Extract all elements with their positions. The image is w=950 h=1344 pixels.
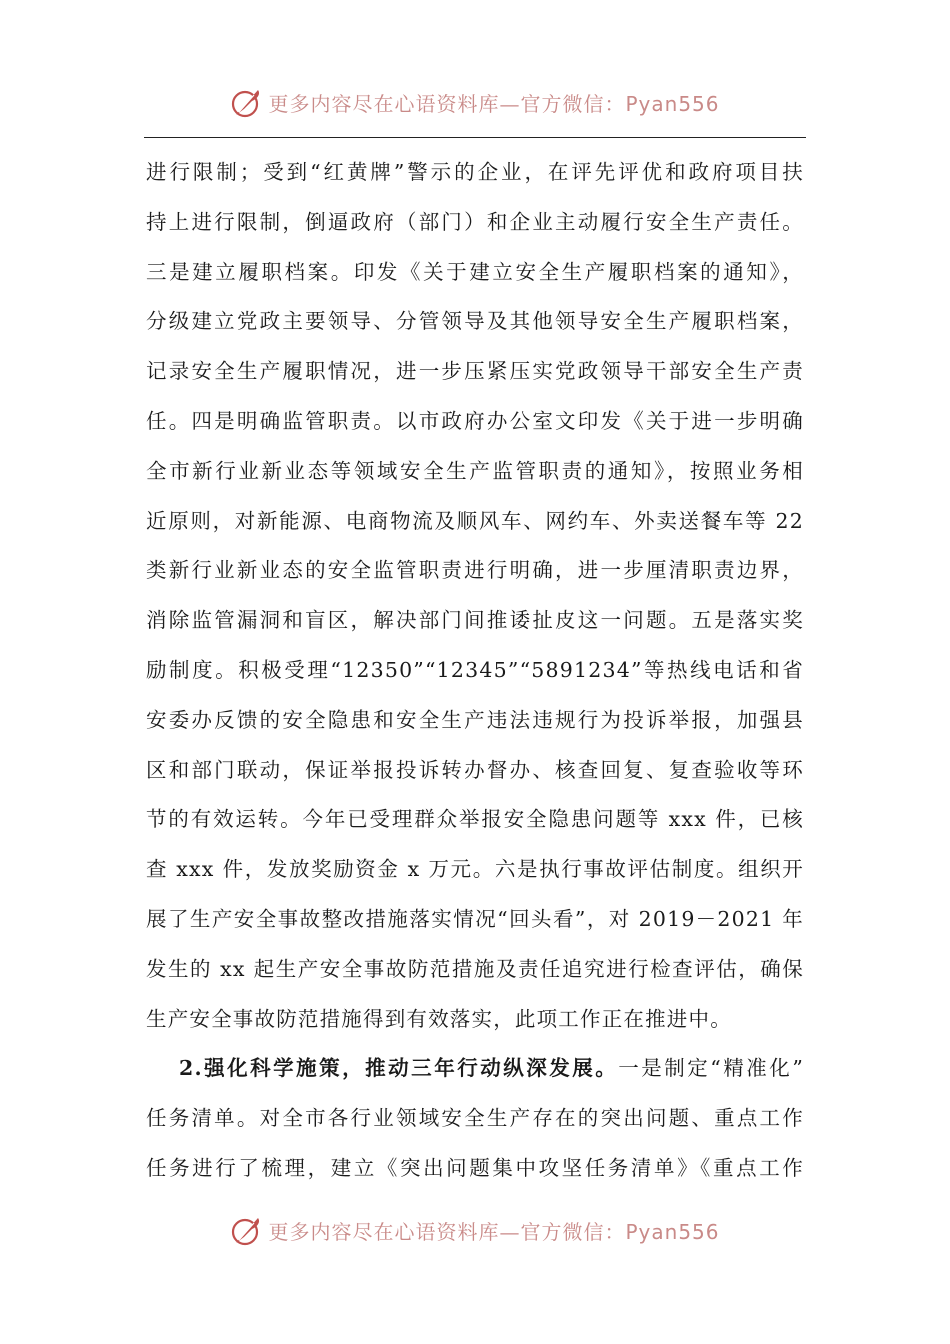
body-line: 任。四是明确监管职责。以市政府办公室文印发《关于进一步明确 (146, 408, 804, 433)
body-line: 区和部门联动，保证举报投诉转办督办、核查回复、复查验收等环 (146, 757, 804, 782)
page-header-banner (0, 82, 950, 122)
body-line: 记录安全生产履职情况，进一步压紧压实党政领导干部安全生产责 (146, 359, 804, 384)
body-line: 分级建立党政主要领导、分管领导及其他领导安全生产履职档案， (146, 309, 804, 334)
body-line: 发生的 xx 起生产安全事故防范措施及责任追究进行检查评估，确保 (146, 956, 804, 981)
body-line: 节的有效运转。今年已受理群众举报安全隐患问题等 xxx 件，已核 (146, 807, 804, 832)
page-footer-banner (0, 1210, 950, 1250)
header-wechat-id: Pyan556 (625, 91, 720, 116)
paragraph-2-heading: 2.强化科学施策，推动三年行动纵深发展。 (179, 1056, 619, 1081)
paragraph-2-lead: 一是制定“精准化” (618, 1056, 804, 1081)
header-divider (144, 137, 806, 138)
footer-banner-text: 更多内容尽在心语资料库—官方微信：Pyan556 (268, 1219, 720, 1244)
body-line: 展了生产安全事故整改措施落实情况“回头看”，对 2019－2021 年 (146, 906, 804, 931)
paragraph-2-first-line (146, 1044, 804, 1094)
body-line: 任务清单。对全市各行业领域安全生产存在的突出问题、重点工作 (146, 1106, 804, 1131)
body-line: 类新行业新业态的安全监管职责进行明确，进一步厘清职责边界， (146, 558, 804, 583)
footer-wechat-id: Pyan556 (625, 1219, 720, 1244)
document-body (146, 148, 804, 1194)
body-line: 近原则，对新能源、电商物流及顺风车、网约车、外卖送餐车等 22 (146, 508, 804, 533)
body-line: 查 xxx 件，发放奖励资金 x 万元。六是执行事故评估制度。组织开 (146, 857, 804, 882)
quill-logo-icon (230, 85, 264, 119)
body-line: 任务进行了梳理，建立《突出问题集中攻坚任务清单》《重点工作 (146, 1155, 804, 1180)
body-line: 励制度。积极受理“12350”“12345”“5891234”等热线电话和省 (146, 657, 804, 682)
body-line: 三是建立履职档案。印发《关于建立安全生产履职档案的通知》， (146, 259, 804, 284)
body-line: 全市新行业新业态等领域安全生产监管职责的通知》，按照业务相 (146, 458, 804, 483)
body-line: 生产安全事故防范措施得到有效落实，此项工作正在推进中。 (146, 1006, 732, 1031)
quill-logo-icon (230, 1213, 264, 1247)
body-line: 安委办反馈的安全隐患和安全生产违法违规行为投诉举报，加强县 (146, 707, 804, 732)
header-banner-text: 更多内容尽在心语资料库—官方微信：Pyan556 (268, 91, 720, 116)
body-line: 消除监管漏洞和盲区，解决部门间推诿扯皮这一问题。五是落实奖 (146, 608, 804, 633)
body-line: 进行限制；受到“红黄牌”警示的企业，在评先评优和政府项目扶 (146, 160, 804, 184)
body-line: 持上进行限制，倒逼政府（部门）和企业主动履行安全生产责任。 (146, 209, 804, 234)
